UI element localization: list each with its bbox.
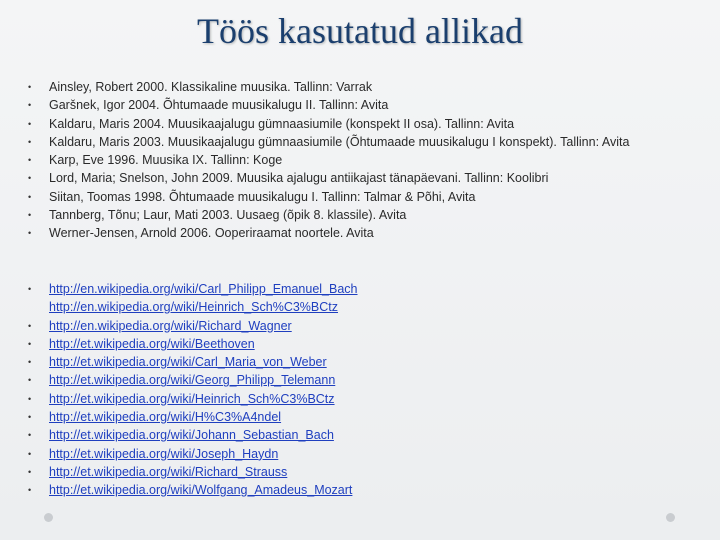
bullet-icon: • [28,118,32,129]
wiki-link[interactable]: http://et.wikipedia.org/wiki/Beethoven [49,336,255,351]
bullet-icon: • [28,485,32,496]
wiki-link[interactable]: http://et.wikipedia.org/wiki/Georg_Philipp_Telemann [49,373,336,388]
list-item [22,390,702,408]
list-item [22,317,702,335]
list-item [22,481,702,499]
bullet-icon: • [28,210,32,221]
wiki-link[interactable]: http://et.wikipedia.org/wiki/Carl_Maria_von_Weber [49,355,327,370]
bullet-icon: • [28,284,32,294]
source-text: Kaldaru, Maris 2003. Muusikaajalugu gümnaasiumile (Õhtumaade muusikalugu I konspekt). Tallinn: Avita [49,134,630,149]
list-item [22,426,702,444]
link-list [22,280,702,500]
bullet-icon: • [28,466,32,477]
bullet-icon: • [28,82,32,92]
bullet-icon: • [28,320,32,331]
list-item [22,188,702,206]
list-item [22,115,702,133]
list-item [22,408,702,426]
wiki-link[interactable]: http://en.wikipedia.org/wiki/Heinrich_Sch%C3%BCtz [49,300,339,315]
bullet-icon: • [28,412,32,423]
bullet-icon: • [28,338,32,349]
list-item [22,133,702,151]
list-item [22,353,702,371]
bullet-icon: • [28,430,32,441]
source-text: Kaldaru, Maris 2004. Muusikaajalugu gümnaasiumile (konspekt II osa). Tallinn: Avita [49,116,515,131]
bullet-icon: • [28,228,32,239]
list-item [22,371,702,389]
source-list [22,78,702,243]
list-item [22,224,702,242]
decorative-dot-icon [44,513,53,522]
wiki-link[interactable]: http://en.wikipedia.org/wiki/Richard_Wagner [49,318,292,333]
page-title: Töös kasutatud allikad [197,11,523,51]
bullet-icon: • [28,191,32,202]
bullet-icon: • [28,173,32,184]
source-text: Garšnek, Igor 2004. Õhtumaade muusikalugu II. Tallinn: Avita [49,98,389,113]
wiki-link[interactable]: http://et.wikipedia.org/wiki/Wolfgang_Amadeus_Mozart [49,483,353,498]
wiki-link[interactable]: http://et.wikipedia.org/wiki/Joseph_Haydn [49,446,279,461]
list-item [22,463,702,481]
source-text: Karp, Eve 1996. Muusika IX. Tallinn: Koge [49,153,283,168]
wiki-link[interactable]: http://et.wikipedia.org/wiki/Johann_Sebastian_Bach [49,428,334,443]
wiki-link[interactable]: http://en.wikipedia.org/wiki/Carl_Philipp_Emanuel_Bach [49,282,358,296]
bullet-icon: • [28,375,32,386]
source-text: Werner-Jensen, Arnold 2006. Ooperiraamat noortele. Avita [49,226,374,241]
source-text: Ainsley, Robert 2000. Klassikaline muusika. Tallinn: Varrak [49,80,373,94]
bullet-icon: • [28,357,32,368]
bullet-icon: • [28,448,32,459]
wiki-link[interactable]: http://et.wikipedia.org/wiki/H%C3%A4ndel [49,410,282,425]
list-item [22,445,702,463]
list-item [22,280,702,317]
decorative-dot-icon [666,513,675,522]
list-item [22,335,702,353]
source-text: Lord, Maria; Snelson, John 2009. Muusika ajalugu antiikajast tänapäevani. Tallinn: Koolibri [49,171,549,186]
bullet-icon: • [28,100,32,111]
source-text: Siitan, Toomas 1998. Õhtumaade muusikalugu I. Tallinn: Talmar & Põhi, Avita [49,189,476,204]
list-item [22,206,702,224]
wiki-link[interactable]: http://et.wikipedia.org/wiki/Richard_Strauss [49,464,288,479]
bullet-icon: • [28,393,32,404]
wiki-link[interactable]: http://et.wikipedia.org/wiki/Heinrich_Sch%C3%BCtz [49,391,335,406]
bullet-icon: • [28,136,32,147]
list-item [22,96,702,114]
list-item [22,169,702,187]
list-item [22,151,702,169]
source-text: Tannberg, Tõnu; Laur, Mati 2003. Uusaeg (õpik 8. klassile). Avita [49,208,407,223]
list-item [22,78,702,96]
bullet-icon: • [28,155,32,166]
